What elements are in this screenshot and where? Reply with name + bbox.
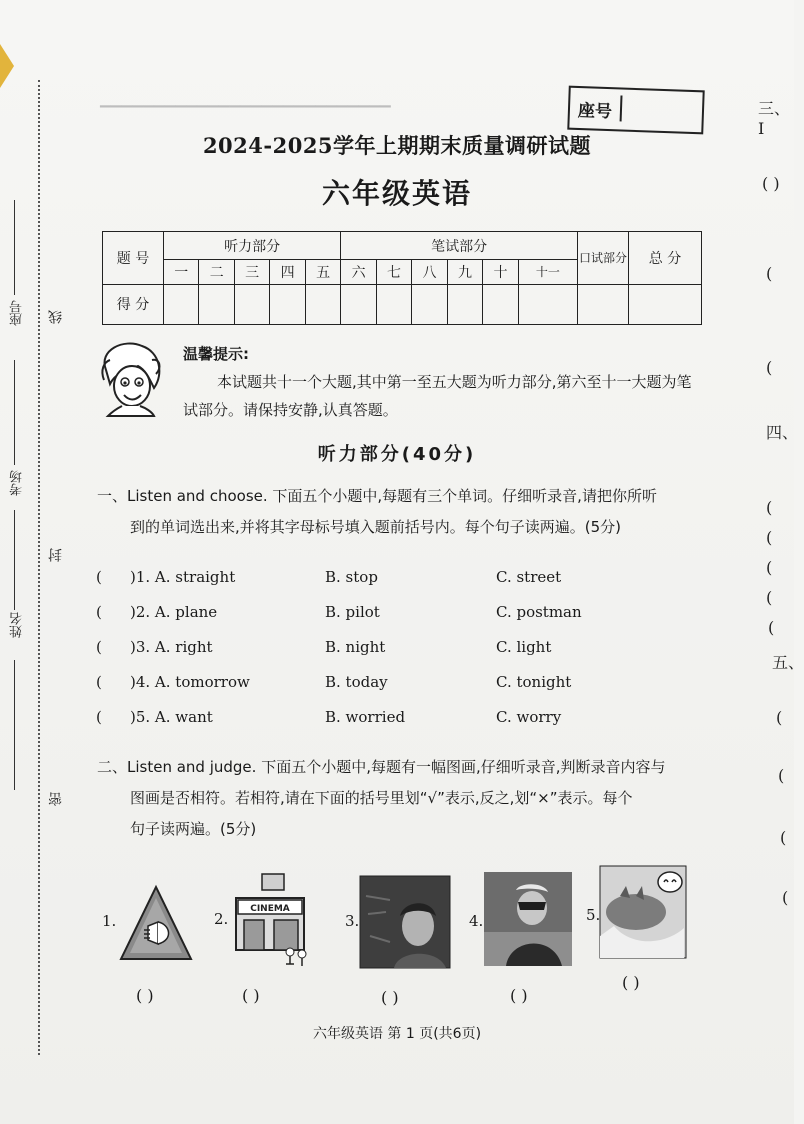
answer-paren[interactable]: ( ) [381, 988, 399, 1007]
score-table [102, 231, 702, 325]
binding-underline [14, 200, 15, 295]
score-cell[interactable] [305, 284, 340, 324]
table-question-number: 三 [234, 260, 269, 284]
corner-tab [0, 44, 14, 88]
tip-heading: 温馨提示: [183, 345, 249, 363]
edge-paren: ( [766, 358, 773, 377]
answer-paren[interactable]: ( ) [242, 986, 260, 1005]
photo-person-with-sunglasses [484, 872, 572, 966]
table-question-number: 九 [447, 260, 482, 284]
edge-paren: ( [766, 264, 773, 283]
answer-paren[interactable]: ( ) [136, 986, 154, 1005]
edge-section-5: 五、 [772, 653, 804, 672]
edge-paren: ( [778, 766, 785, 785]
table-question-number: 二 [199, 260, 234, 284]
section-2-line-2: 图画是否相符。若相符,请在下面的括号里划“√”表示,反之,划“×”表示。每个 [130, 789, 633, 807]
no-horn-sign-icon [118, 884, 194, 962]
table-label-score: 得 分 [103, 284, 164, 324]
option-c: C. street [496, 568, 562, 586]
table-total-header: 总 分 [629, 232, 702, 285]
binding-line-mark: 线 [48, 310, 64, 324]
table-oral-header: 口试部分 [578, 232, 629, 285]
option-a: )1. A. straight [130, 568, 236, 586]
listening-section-header: 听力部分(40分) [317, 444, 477, 465]
option-a: )2. A. plane [130, 603, 218, 621]
table-label-number: 题 号 [103, 232, 164, 285]
table-question-number: 一 [164, 260, 199, 284]
binding-room-label: 考场 [10, 470, 25, 496]
question-row [96, 638, 716, 662]
photo-boy-at-chalkboard [360, 876, 450, 968]
edge-paren: ( [766, 588, 773, 607]
score-cell[interactable] [518, 284, 577, 324]
picture-number: 5. [586, 906, 601, 924]
binding-seat-label: 座号 [10, 300, 25, 326]
answer-paren[interactable]: ( [96, 673, 102, 691]
edge-paren: ( [768, 618, 775, 637]
score-cell[interactable] [376, 284, 411, 324]
cinema-building-icon [232, 868, 316, 968]
option-c: C. light [496, 638, 552, 656]
edge-paren: ( [766, 498, 773, 517]
section-2-instructions [97, 752, 709, 845]
section-1-line-1: 一、Listen and choose. 下面五个小题中,每题有三个单词。仔细听录音,请把你所听 [97, 487, 657, 505]
question-row [96, 603, 716, 627]
score-cell[interactable] [199, 284, 234, 324]
picture-number: 3. [345, 912, 360, 930]
score-cell[interactable] [447, 284, 482, 324]
table-question-number: 六 [341, 260, 376, 284]
exam-subject: 六年级英语 [321, 177, 472, 210]
edge-paren: ( [766, 558, 773, 577]
score-cell[interactable] [270, 284, 305, 324]
seat-number-box [567, 86, 704, 135]
answer-paren[interactable]: ( [96, 638, 102, 656]
answer-paren[interactable]: ( [96, 568, 102, 586]
table-question-number: 七 [376, 260, 411, 284]
section-2-line-3: 句子读两遍。(5分) [130, 820, 257, 838]
option-b: B. worried [325, 708, 406, 726]
option-a: )4. A. tomorrow [130, 673, 250, 691]
picture-number: 4. [469, 912, 484, 930]
question-row [96, 708, 716, 732]
table-question-number: 四 [270, 260, 305, 284]
section-1-line-2: 到的单词选出来,并将其字母标号填入题前括号内。每个句子读两遍。(5分) [130, 518, 622, 536]
cinema-sign: CINEMA [250, 904, 290, 914]
table-question-number: 五 [305, 260, 340, 284]
edge-paren: ( [780, 828, 787, 847]
score-cell[interactable] [629, 284, 702, 324]
question-row [96, 568, 716, 592]
option-a: )3. A. right [130, 638, 213, 656]
score-cell[interactable] [412, 284, 447, 324]
option-b: B. stop [325, 568, 378, 586]
cartoon-girl-icon [94, 340, 164, 416]
option-c: C. worry [496, 708, 562, 726]
score-cell[interactable] [234, 284, 269, 324]
photo-sleeping-cat [600, 866, 686, 958]
table-listening-header: 听力部分 [164, 232, 341, 260]
score-cell[interactable] [483, 284, 518, 324]
table-question-number: 八 [412, 260, 447, 284]
tip-body: 本试题共十一个大题,其中第一至五大题为听力部分,第六至十一大题为笔试部分。请保持安静,认真答题。 [183, 373, 692, 419]
binding-seal-mark: 封 [48, 548, 64, 562]
edge-paren: ( [782, 888, 789, 907]
option-c: C. postman [496, 603, 582, 621]
seat-number-field[interactable] [620, 95, 699, 124]
section-2-line-1: 二、Listen and judge. 下面五个小题中,每题有一幅图画,仔细听录音,判断录音内容与 [97, 758, 666, 776]
table-writing-header: 笔试部分 [341, 232, 578, 260]
option-c: C. tonight [496, 673, 572, 691]
section-1-instructions [97, 481, 709, 543]
binding-secret-mark: 密 [48, 792, 64, 806]
picture-number: 1. [102, 912, 117, 930]
binding-underline [14, 660, 15, 790]
page-footer: 六年级英语 第 1 页(共6页) [312, 1026, 482, 1042]
binding-underline [14, 510, 15, 610]
score-cell[interactable] [578, 284, 629, 324]
edge-paren: ( ) [762, 174, 780, 193]
edge-paren: ( [776, 708, 783, 727]
option-b: B. today [325, 673, 388, 691]
answer-paren[interactable]: ( [96, 708, 102, 726]
answer-paren[interactable]: ( ) [622, 973, 640, 992]
exam-title: 2024-2025学年上期期末质量调研试题 [202, 133, 592, 158]
answer-paren[interactable]: ( [96, 603, 102, 621]
table-question-number: 十 [483, 260, 518, 284]
edge-section-4: 四、 [766, 423, 799, 442]
binding-name-label: 姓名 [10, 612, 25, 638]
edge-section-3: 三、I [758, 99, 791, 138]
answer-paren[interactable]: ( ) [510, 986, 528, 1005]
binding-dotted-line [38, 80, 40, 1055]
score-cell[interactable] [341, 284, 376, 324]
bleed-through-text: ▁▁▁▁▁▁▁▁▁▁▁▁▁▁▁▁▁▁▁▁▁▁▁▁▁▁▁ [100, 92, 391, 108]
seat-number-label: 座号 [577, 100, 613, 123]
option-a: )5. A. want [130, 708, 213, 726]
option-b: B. pilot [325, 603, 380, 621]
score-cell[interactable] [164, 284, 199, 324]
picture-number: 2. [214, 910, 229, 928]
table-question-number: 十一 [518, 260, 577, 284]
edge-paren: ( [766, 528, 773, 547]
option-b: B. night [325, 638, 386, 656]
question-row [96, 673, 716, 697]
